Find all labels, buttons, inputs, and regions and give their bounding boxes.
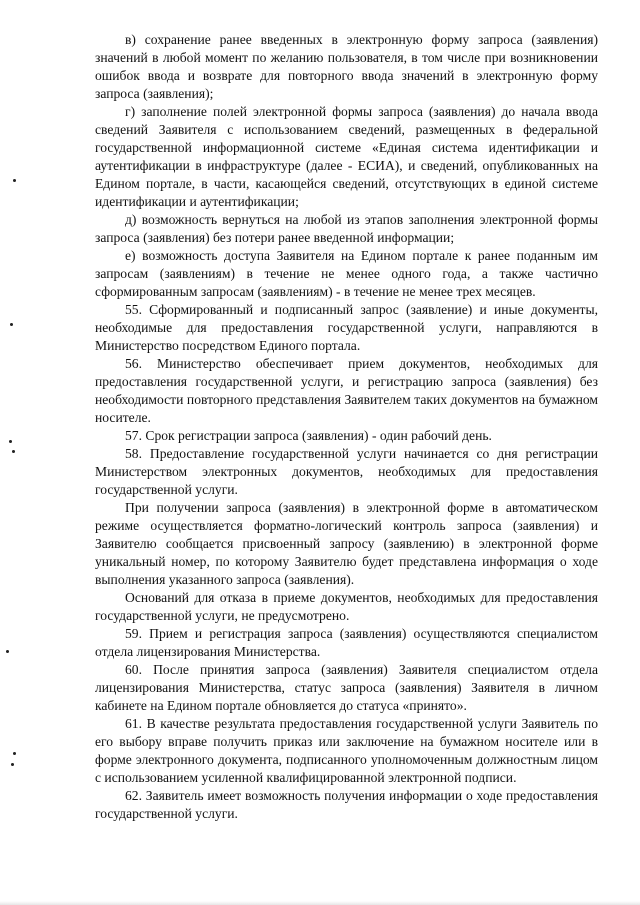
scan-speck xyxy=(12,450,15,453)
scan-speck xyxy=(6,650,9,653)
document-body xyxy=(95,31,598,823)
paragraph-item-v: в) сохранение ранее введенных в электронную форму запроса (заявления) значений в любой момент по желанию пользователя, в том числе при возникновении ошибок ввода и возврате для повторного ввода значений в электронную форму запроса (заявления); xyxy=(95,32,598,101)
paragraph-58: 58. Предоставление государственной услуги начинается со дня регистрации Министерством электронных документов, необходимых для предоставления государственной услуги. xyxy=(95,446,598,497)
paragraph-item-g: г) заполнение полей электронной формы запроса (заявления) до начала ввода сведений Заявителя с использованием сведений, размещенных в федеральной государственной информационной системе «Единая система идентификации и аутентификации в инфраструктуре (далее - ЕСИА), и сведений, опубликованных на Едином портале, в части, касающейся сведений, отсутствующих в единой системе идентификации и аутентификации; xyxy=(95,104,598,209)
scan-speck xyxy=(13,752,16,755)
paragraph-57: 57. Срок регистрации запроса (заявления) - один рабочий день. xyxy=(125,428,492,443)
paragraph-item-d: д) возможность вернуться на любой из этапов заполнения электронной формы запроса (заявления) без потери ранее введенной информации; xyxy=(95,212,598,245)
paragraph-60: 60. После принятия запроса (заявления) Заявителя специалистом отдела лицензирования Министерства, статус запроса (заявления) Заявителя в личном кабинете на Едином портале обновляется до статуса «принято». xyxy=(95,662,598,713)
paragraph-item-e: е) возможность доступа Заявителя на Едином портале к ранее поданным им запросам (заявлениям) в течение не менее одного года, а также частично сформированным запросам (заявлениям) - в течение не менее трех месяцев. xyxy=(95,248,598,299)
paragraph-58-no-refusal: Оснований для отказа в приеме документов, необходимых для предоставления государственной услуги, не предусмотрено. xyxy=(95,590,598,623)
paragraph-58-electronic-request: При получении запроса (заявления) в электронной форме в автоматическом режиме осуществляется форматно-логический контроль запроса (заявления) и Заявителю сообщается присвоенный запросу (заявлению) в электронной форме уникальный номер, по которому Заявителю будет представлена информация о ходе выполнения указанного запроса (заявления). xyxy=(95,500,598,587)
scan-speck xyxy=(13,179,16,182)
paragraph-56: 56. Министерство обеспечивает прием документов, необходимых для предоставления государственной услуги, и регистрацию запроса (заявления) без необходимости повторного представления Заявителем таких документов на бумажном носителе. xyxy=(95,356,598,425)
scan-speck xyxy=(11,763,14,766)
scan-edge xyxy=(0,901,640,905)
paragraph-61: 61. В качестве результата предоставления государственной услуги Заявитель по его выбору вправе получить приказ или заключение на бумажном носителе или в форме электронного документа, подписанного уполномоченным должностным лицом с использованием усиленной квалифицированной электронной подписи. xyxy=(95,716,598,785)
paragraph-62: 62. Заявитель имеет возможность получения информации о ходе предоставления государственной услуги. xyxy=(95,788,598,821)
paragraph-59: 59. Прием и регистрация запроса (заявления) осуществляются специалистом отдела лицензирования Министерства. xyxy=(95,626,598,659)
scan-speck xyxy=(9,440,12,443)
paragraph-55: 55. Сформированный и подписанный запрос (заявление) и иные документы, необходимые для предоставления государственной услуги, направляются в Министерство посредством Единого портала. xyxy=(95,302,598,353)
scan-speck xyxy=(10,323,13,326)
